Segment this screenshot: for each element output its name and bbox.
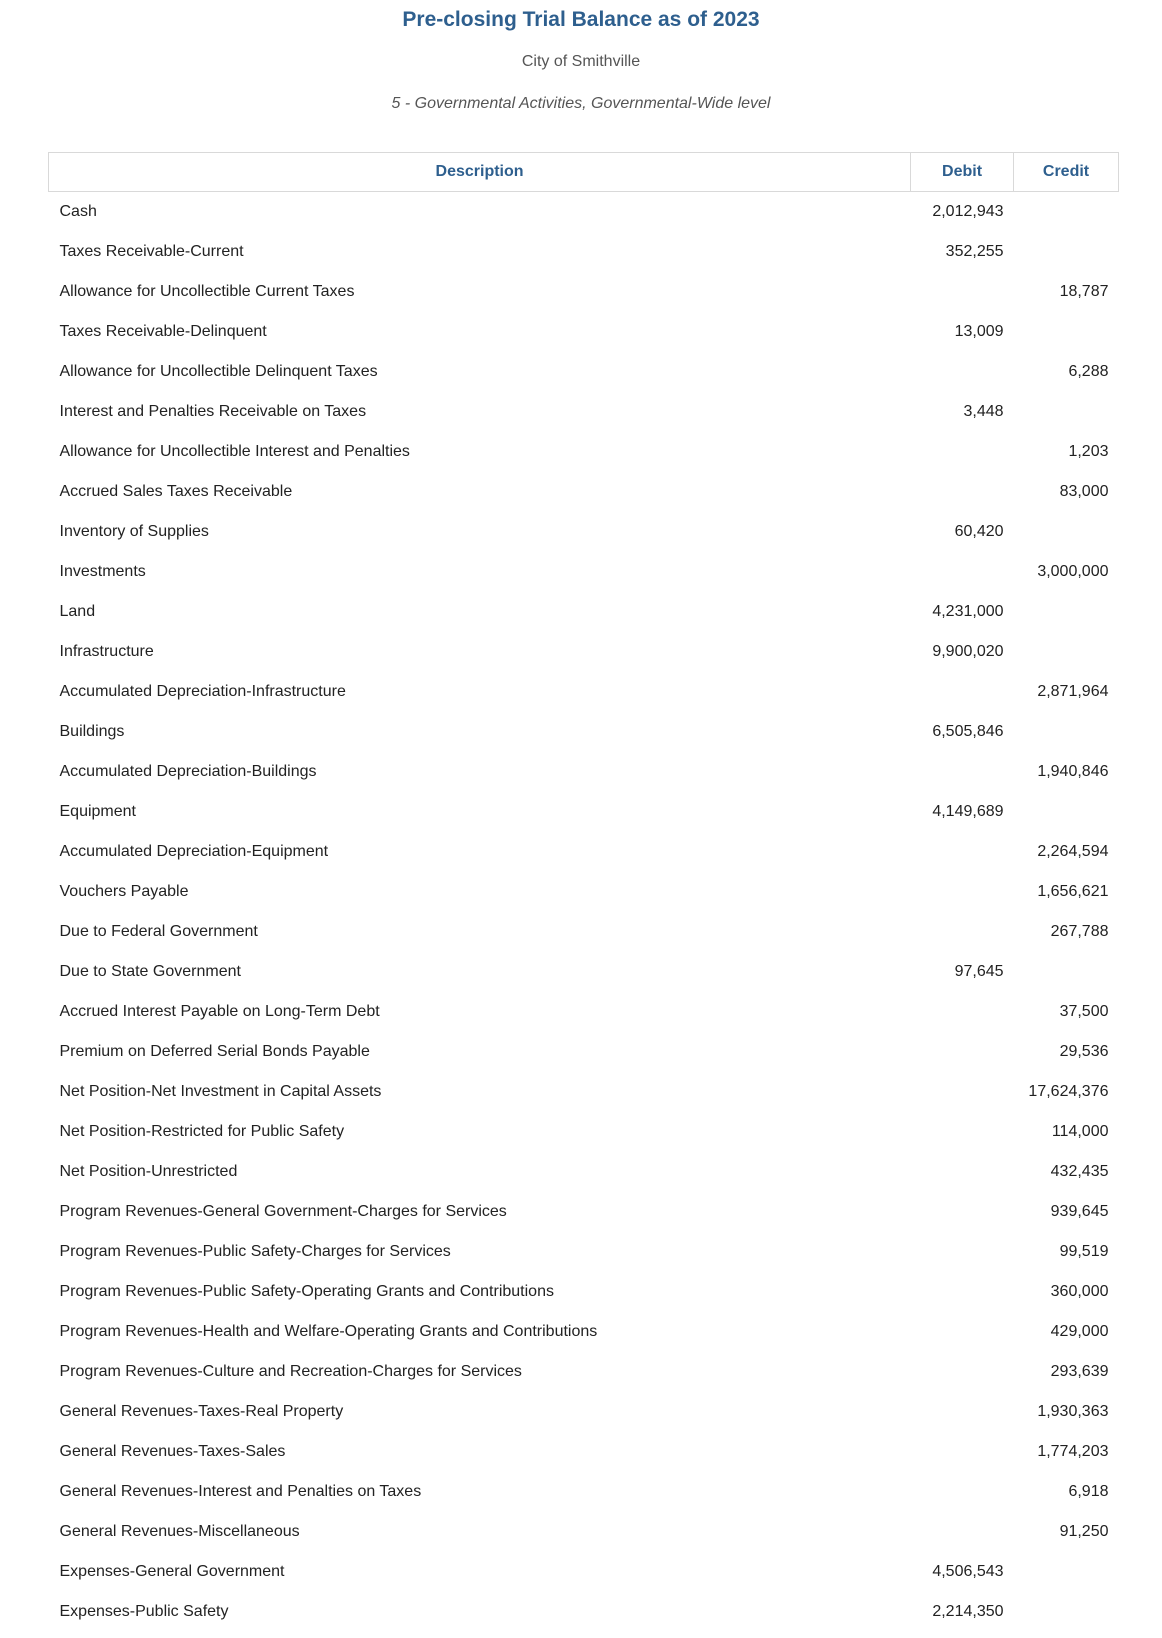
row-description: Investments — [59, 563, 146, 580]
row-debit — [911, 1112, 1014, 1152]
row-description: Accrued Sales Taxes Receivable — [59, 483, 293, 500]
row-credit — [1014, 512, 1119, 552]
table-row — [49, 1592, 1119, 1632]
row-debit — [911, 752, 1014, 792]
row-debit: 4,231,000 — [932, 603, 1004, 620]
row-description: Program Revenues-Public Safety-Operating Grants and Contributions — [59, 1283, 554, 1300]
table-row — [49, 392, 1119, 432]
row-credit: 1,203 — [1068, 443, 1109, 460]
row-debit: 4,149,689 — [932, 803, 1004, 820]
table-row — [49, 992, 1119, 1032]
row-credit — [1014, 392, 1119, 432]
row-debit — [911, 352, 1014, 392]
row-debit — [911, 872, 1014, 912]
row-debit — [911, 1232, 1014, 1272]
row-credit: 429,000 — [1050, 1323, 1109, 1340]
row-credit: 29,536 — [1059, 1043, 1109, 1060]
table-row — [49, 1552, 1119, 1592]
row-description: Taxes Receivable-Delinquent — [59, 323, 267, 340]
table-row — [49, 1312, 1119, 1352]
row-debit — [911, 1312, 1014, 1352]
table-row — [49, 632, 1119, 672]
row-debit: 13,009 — [954, 323, 1004, 340]
row-debit — [911, 672, 1014, 712]
table-row — [49, 312, 1119, 352]
row-credit: 360,000 — [1050, 1283, 1109, 1300]
table-row — [49, 1272, 1119, 1312]
row-description: Due to State Government — [59, 963, 241, 980]
row-description: Expenses-General Government — [59, 1563, 285, 1580]
table-row — [49, 1032, 1119, 1072]
row-credit: 99,519 — [1059, 1243, 1109, 1260]
row-credit: 83,000 — [1059, 483, 1109, 500]
column-header-debit: Debit — [911, 153, 1014, 192]
row-description: Interest and Penalties Receivable on Taxes — [59, 403, 367, 420]
table-row — [49, 1392, 1119, 1432]
row-credit: 432,435 — [1050, 1163, 1109, 1180]
row-description: Accumulated Depreciation-Equipment — [59, 843, 329, 860]
table-body — [49, 192, 1119, 1633]
row-credit: 1,940,846 — [1037, 763, 1109, 780]
table-row — [49, 1112, 1119, 1152]
table-row — [49, 592, 1119, 632]
row-credit: 17,624,376 — [1028, 1083, 1109, 1100]
row-credit: 939,645 — [1050, 1203, 1109, 1220]
report-title: Pre-closing Trial Balance as of 2023 — [402, 8, 760, 31]
row-description: Infrastructure — [59, 643, 154, 660]
report-scope: 5 - Governmental Activities, Governmental-Wide level — [391, 95, 771, 112]
row-debit: 3,448 — [963, 403, 1004, 420]
row-debit: 352,255 — [945, 243, 1004, 260]
row-debit — [911, 1512, 1014, 1552]
row-credit: 3,000,000 — [1037, 563, 1109, 580]
row-debit: 9,900,020 — [932, 643, 1004, 660]
row-debit — [911, 1352, 1014, 1392]
row-credit — [1014, 192, 1119, 233]
row-description: Taxes Receivable-Current — [59, 243, 244, 260]
row-debit — [911, 1072, 1014, 1112]
table-row — [49, 912, 1119, 952]
row-credit: 18,787 — [1059, 283, 1109, 300]
row-description: General Revenues-Taxes-Real Property — [59, 1403, 344, 1420]
report-header — [0, 0, 1162, 152]
table-row — [49, 512, 1119, 552]
row-description: Program Revenues-Culture and Recreation-Charges for Services — [59, 1363, 522, 1380]
entity-name: City of Smithville — [521, 53, 641, 70]
row-description: Net Position-Unrestricted — [59, 1163, 238, 1180]
row-description: Land — [59, 603, 96, 620]
table-row — [49, 1072, 1119, 1112]
row-credit: 2,871,964 — [1037, 683, 1109, 700]
table-row — [49, 1152, 1119, 1192]
row-description: Buildings — [59, 723, 125, 740]
row-debit: 6,505,846 — [932, 723, 1004, 740]
row-description: Premium on Deferred Serial Bonds Payable — [59, 1043, 370, 1060]
row-credit: 1,656,621 — [1037, 883, 1109, 900]
row-credit — [1014, 592, 1119, 632]
row-debit — [911, 552, 1014, 592]
row-debit — [911, 1472, 1014, 1512]
row-credit — [1014, 1592, 1119, 1632]
column-header-description: Description — [49, 153, 911, 192]
row-description: Net Position-Net Investment in Capital Assets — [59, 1083, 382, 1100]
table-row — [49, 192, 1119, 233]
table-row — [49, 472, 1119, 512]
row-credit — [1014, 792, 1119, 832]
row-description: Due to Federal Government — [59, 923, 258, 940]
row-credit: 6,288 — [1068, 363, 1109, 380]
table-row — [49, 752, 1119, 792]
row-description: Program Revenues-General Government-Charges for Services — [59, 1203, 507, 1220]
row-debit — [911, 1152, 1014, 1192]
row-credit — [1014, 1552, 1119, 1592]
table-row — [49, 792, 1119, 832]
table-row — [49, 1512, 1119, 1552]
row-debit — [911, 432, 1014, 472]
row-credit — [1014, 312, 1119, 352]
row-description: Inventory of Supplies — [59, 523, 209, 540]
row-credit: 91,250 — [1059, 1523, 1109, 1540]
table-row — [49, 1192, 1119, 1232]
row-credit: 1,774,203 — [1037, 1443, 1109, 1460]
row-debit — [911, 1032, 1014, 1072]
table-row — [49, 272, 1119, 312]
row-debit — [911, 472, 1014, 512]
row-description: General Revenues-Interest and Penalties on Taxes — [59, 1483, 422, 1500]
table-row — [49, 1472, 1119, 1512]
column-header-credit: Credit — [1014, 153, 1119, 192]
row-description: Cash — [59, 203, 97, 220]
row-debit — [911, 272, 1014, 312]
row-description: Vouchers Payable — [59, 883, 189, 900]
row-credit: 114,000 — [1051, 1123, 1109, 1140]
row-description: Expenses-Public Safety — [59, 1603, 229, 1620]
row-debit — [911, 1392, 1014, 1432]
row-debit: 2,012,943 — [932, 203, 1004, 220]
row-credit — [1014, 232, 1119, 272]
trial-balance-table — [48, 152, 1119, 1632]
row-credit: 2,264,594 — [1037, 843, 1109, 860]
row-description: Net Position-Restricted for Public Safety — [59, 1123, 345, 1140]
row-description: General Revenues-Taxes-Sales — [59, 1443, 286, 1460]
table-row — [49, 952, 1119, 992]
table-row — [49, 232, 1119, 272]
row-description: Accrued Interest Payable on Long-Term Debt — [59, 1003, 380, 1020]
table-row — [49, 1352, 1119, 1392]
row-credit: 6,918 — [1068, 1483, 1109, 1500]
table-row — [49, 1232, 1119, 1272]
table-row — [49, 672, 1119, 712]
row-debit — [911, 1272, 1014, 1312]
row-description: General Revenues-Miscellaneous — [59, 1523, 300, 1540]
table-header-row — [49, 153, 1119, 192]
row-description: Equipment — [59, 803, 136, 820]
row-debit: 4,506,543 — [932, 1563, 1004, 1580]
row-debit — [911, 832, 1014, 872]
row-description: Accumulated Depreciation-Infrastructure — [59, 683, 346, 700]
row-debit: 97,645 — [954, 963, 1004, 980]
row-description: Program Revenues-Health and Welfare-Operating Grants and Contributions — [59, 1323, 598, 1340]
row-credit: 293,639 — [1050, 1363, 1109, 1380]
row-debit — [911, 1192, 1014, 1232]
row-credit: 267,788 — [1050, 923, 1109, 940]
table-row — [49, 352, 1119, 392]
row-credit — [1014, 952, 1119, 992]
row-description: Allowance for Uncollectible Interest and Penalties — [59, 443, 410, 460]
table-row — [49, 712, 1119, 752]
row-description: Program Revenues-Public Safety-Charges for Services — [59, 1243, 451, 1260]
row-description: Accumulated Depreciation-Buildings — [59, 763, 317, 780]
table-row — [49, 432, 1119, 472]
row-debit — [911, 992, 1014, 1032]
table-row — [49, 1432, 1119, 1472]
row-credit — [1014, 712, 1119, 752]
row-description: Allowance for Uncollectible Current Taxes — [59, 283, 355, 300]
row-credit — [1014, 632, 1119, 672]
table-row — [49, 552, 1119, 592]
row-debit: 2,214,350 — [932, 1603, 1004, 1620]
row-debit — [911, 912, 1014, 952]
row-description: Allowance for Uncollectible Delinquent Taxes — [59, 363, 378, 380]
table-row — [49, 832, 1119, 872]
table-row — [49, 872, 1119, 912]
row-credit: 1,930,363 — [1037, 1403, 1109, 1420]
row-debit: 60,420 — [954, 523, 1004, 540]
row-credit: 37,500 — [1059, 1003, 1109, 1020]
row-debit — [911, 1432, 1014, 1472]
